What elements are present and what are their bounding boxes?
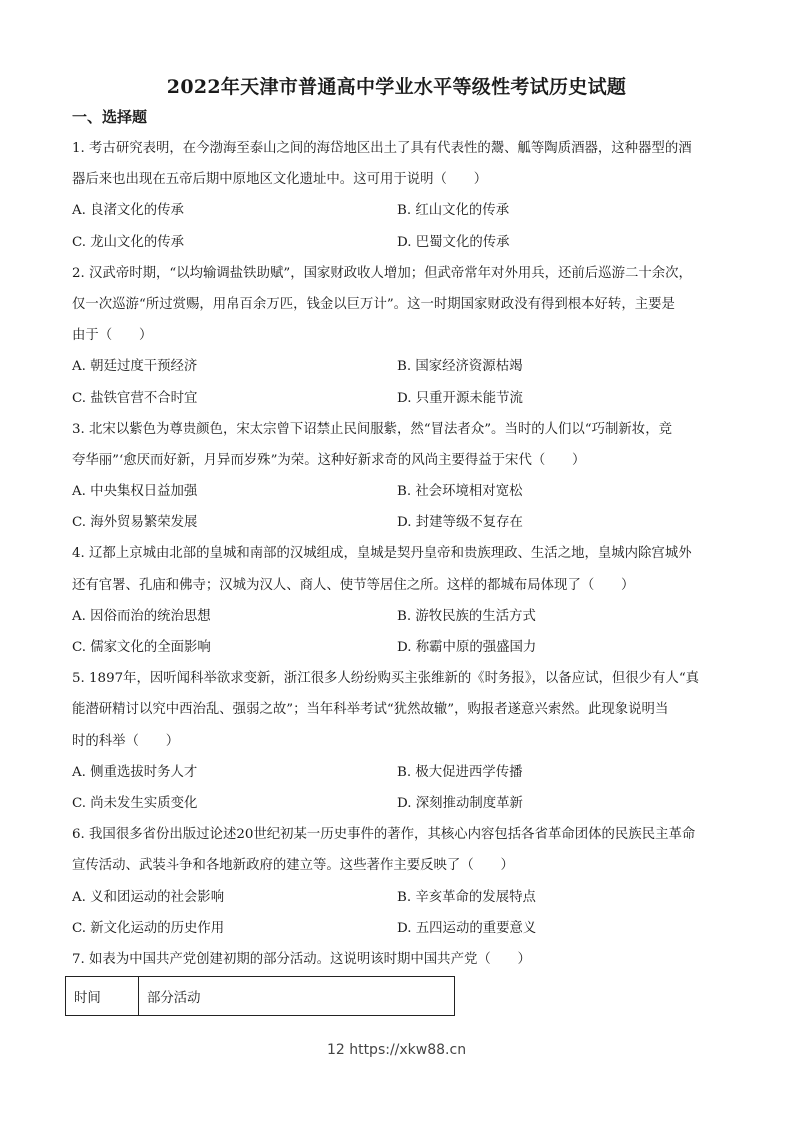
answer-option: C. 尚未发生实质变化 (72, 795, 198, 811)
answer-option: C. 海外贸易繁荣发展 (72, 515, 198, 531)
answer-options (72, 757, 732, 819)
question-stem-line: 7. 如表为中国共产党创建初期的部分活动。这说明该时期中国共产党（ ） (72, 951, 531, 967)
question-2 (72, 258, 732, 414)
answer-option: C. 新文化运动的历史作用 (72, 920, 225, 936)
question-1 (72, 133, 732, 258)
question-stem-line: 4. 辽都上京城由北部的皇城和南部的汉城组成，皇城是契丹皇帝和贵族理政、生活之地，皇城内除宫城外 (72, 546, 692, 562)
table-header-activities: 部分活动 (139, 977, 455, 1016)
question-6 (72, 819, 732, 944)
question-stem-line: 器后来也出现在五帝后期中原地区文化遗址中。这可用于说明（ ） (72, 172, 488, 188)
answer-options (72, 882, 732, 944)
question-stem-line: 1. 考古研究表明，在今渤海至泰山之间的海岱地区出土了具有代表性的鬶、觚等陶质酒器，这种器型的酒 (72, 141, 692, 156)
page-footer: 12 https://xkw88.cn (326, 1042, 467, 1058)
answer-option: C. 龙山文化的传承 (72, 234, 185, 250)
answer-option: A. 朝廷过度干预经济 (72, 359, 198, 375)
answer-option: C. 盐铁官营不合时宜 (72, 390, 198, 406)
question-stem-line: 5. 1897年，因听闻科举欲求变新，浙江很多人纷纷购买主张维新的《时务报》，以备应试，但很少有人“真 (72, 671, 700, 687)
answer-option: B. 游牧民族的生活方式 (397, 608, 536, 624)
question-stem-line: 3. 北宋以紫色为尊贵颜色，宋太宗曾下诏禁止民间服紫，然“冒法者众”。当时的人们以“巧制新妆，竞 (72, 421, 672, 437)
answer-option: D. 称霸中原的强盛国力 (397, 640, 537, 655)
answer-option: C. 儒家文化的全面影响 (72, 640, 211, 655)
answer-option: B. 极大促进西学传播 (397, 764, 523, 780)
question-5 (72, 663, 732, 819)
exam-title: 2022年天津市普通高中学业水平等级性考试历史试题 (166, 76, 627, 98)
answer-option: B. 红山文化的传承 (397, 203, 510, 219)
answer-option: D. 巴蜀文化的传承 (397, 234, 510, 250)
table-header-row (66, 977, 455, 1016)
answer-option: A. 中央集权日益加强 (72, 484, 198, 500)
question-stem-line: 6. 我国很多省份出版过论述20世纪初某一历史事件的著作，其核心内容包括各省革命团体的民族民主革命 (72, 827, 696, 843)
question-list (72, 133, 732, 975)
question-3 (72, 414, 732, 539)
table-header-time: 时间 (66, 977, 139, 1016)
answer-options (72, 195, 732, 257)
answer-options (72, 476, 732, 538)
answer-option: A. 义和团运动的社会影响 (72, 889, 225, 905)
section-heading: 一、选择题 (72, 108, 148, 126)
question-stem-line: 2. 汉武帝时期，“以均输调盐铁助赋”，国家财政收人增加；但武帝常年对外用兵，还前后巡游二十余次， (72, 265, 692, 281)
answer-option: B. 辛亥革命的发展特点 (397, 889, 536, 905)
answer-option: B. 社会环境相对宽松 (397, 484, 523, 500)
question-stem-line: 能潜研精讨以究中西治乱、强弱之故”；当年科举考试“犹然故辙”，购报者遂意兴索然。此现象说明当 (72, 702, 669, 718)
question-4 (72, 538, 732, 663)
question-stem-line: 宣传活动、武装斗争和各地新政府的建立等。这些著作主要反映了（ ） (72, 858, 514, 874)
answer-option: B. 国家经济资源枯竭 (397, 359, 523, 375)
question-7 (72, 944, 732, 975)
activity-table (65, 976, 455, 1016)
answer-option: D. 只重开源未能节流 (397, 390, 523, 406)
question-stem-line: 时的科举（ ） (72, 733, 180, 749)
question-stem-line: 夸华丽”‘愈厌而好新，月异而岁殊”为荣。这种好新求奇的风尚主要得益于宋代（ ） (72, 452, 586, 468)
answer-option: D. 五四运动的重要意义 (397, 920, 537, 936)
answer-option: A. 侧重选拔时务人才 (72, 764, 198, 780)
question-stem-line: 还有官署、孔庙和佛寺；汉城为汉人、商人、使节等居住之所。这样的都城布局体现了（ ） (72, 577, 635, 593)
answer-option: A. 因俗而治的统治思想 (72, 608, 211, 624)
question-stem-line: 由于（ ） (72, 328, 153, 344)
answer-option: D. 深刻推动制度革新 (397, 795, 523, 811)
answer-option: A. 良渚文化的传承 (72, 203, 184, 219)
question-stem-line: 仅一次巡游“所过赏赐，用帛百余万匹，钱金以巨万计”。这一时期国家财政没有得到根本好转，主要是 (72, 296, 675, 312)
answer-options (72, 351, 732, 413)
answer-options (72, 601, 732, 663)
answer-option: D. 封建等级不复存在 (397, 515, 523, 531)
